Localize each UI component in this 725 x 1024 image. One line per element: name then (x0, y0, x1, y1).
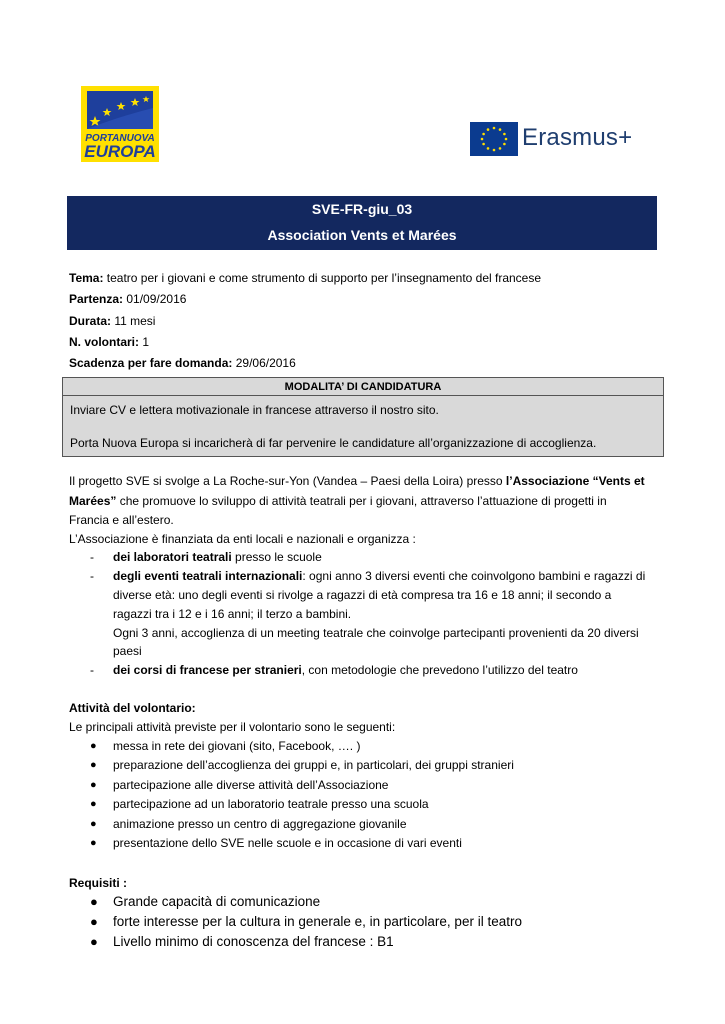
candidatura-heading: MODALITA’ DI CANDIDATURA (284, 381, 442, 393)
dash-marker: - (90, 550, 94, 564)
dash-item-continuation: Ogni 3 anni, accoglienza di un meeting teatrale che coinvolge partecipanti provenienti da 20 diversi (113, 626, 639, 640)
durata-line: Durata: 11 mesi (69, 314, 156, 328)
volontari-line: N. volontari: 1 (69, 335, 150, 349)
intro-line-2: Marées” che promuove lo sviluppo di attività teatrali per i giovani, attraverso l’attuazione di progetti in (69, 494, 607, 508)
dash-marker: - (90, 569, 94, 583)
scadenza-line: Scadenza per fare domanda: 29/06/2016 (69, 356, 296, 370)
attivita-item: partecipazione ad un laboratorio teatrale presso una scuola (113, 797, 429, 811)
requisiti-item: forte interesse per la cultura in generale e, in particolare, per il teatro (113, 914, 522, 929)
intro-line-4: L’Associazione è finanziata da enti locali e nazionali e organizza : (69, 532, 416, 546)
candidatura-paragraph-2: Porta Nuova Europa si incaricherà di far pervenire le candidature all’organizzazione di accoglienza. (70, 436, 597, 450)
bullet-icon: ● (90, 740, 97, 752)
dash-item-continuation: paesi (113, 644, 142, 658)
attivita-item: preparazione dell’accoglienza dei gruppi e, in particolari, dei gruppi stranieri (113, 758, 514, 772)
bullet-icon: ● (90, 934, 98, 949)
attivita-item: partecipazione alle diverse attività dell’Associazione (113, 778, 389, 792)
bullet-icon: ● (90, 798, 97, 810)
candidatura-paragraph-1: Inviare CV e lettera motivazionale in francese attraverso il nostro sito. (70, 403, 439, 417)
partenza-line: Partenza: 01/09/2016 (69, 292, 187, 306)
portanuova-europa-logo (81, 86, 159, 162)
bullet-icon: ● (90, 779, 97, 791)
title-banner (67, 196, 657, 250)
requisiti-item: Grande capacità di comunicazione (113, 894, 321, 909)
candidatura-box (62, 377, 664, 457)
bullet-icon: ● (90, 914, 98, 929)
intro-line-1: Il progetto SVE si svolge a La Roche-sur-Yon (Vandea – Paesi della Loira) presso l’Associazione “Vents et (69, 474, 645, 488)
attivita-item: messa in rete dei giovani (sito, Facebook, …. ) (113, 739, 361, 753)
dash-marker: - (90, 663, 94, 677)
bullet-icon: ● (90, 818, 97, 830)
dash-item-continuation: diverse età: uno degli eventi si rivolge a ragazzi di età compresa tra 16 e 18 anni; il secondo a (113, 588, 612, 602)
dash-item: degli eventi teatrali internazionali: ogni anno 3 diversi eventi che coinvolgono bambini e ragazzi di (113, 569, 646, 583)
logo-line-1: PORTANUOVA (85, 133, 155, 144)
attivita-intro: Le principali attività previste per il volontario sono le seguenti: (69, 720, 396, 734)
erasmus-plus-logo (470, 120, 640, 158)
project-code: SVE-FR-giu_03 (311, 201, 413, 217)
bullet-icon: ● (90, 894, 98, 909)
erasmus-wordmark: Erasmus+ (522, 124, 633, 151)
tema-line: Tema: teatro per i giovani e come strumento di supporto per l’insegnamento del francese (69, 271, 542, 285)
attivita-heading: Attività del volontario: (69, 701, 196, 715)
intro-line-3: Francia e all’estero. (69, 513, 174, 527)
organization-title: Association Vents et Marées (267, 227, 457, 243)
dash-item-continuation: ragazzi tra i 12 e i 16 anni; il terzo a bambini. (113, 607, 352, 621)
logo-line-2: EUROPA (84, 142, 156, 161)
dash-item: dei laboratori teatrali presso le scuole (113, 550, 322, 564)
dash-item: dei corsi di francese per stranieri, con metodologie che prevedono l’utilizzo del teatro (113, 663, 578, 677)
attivita-item: presentazione dello SVE nelle scuole e in occasione di vari eventi (113, 836, 462, 850)
requisiti-item: Livello minimo di conoscenza del francese : B1 (113, 934, 394, 949)
attivita-item: animazione presso un centro di aggregazione giovanile (113, 817, 407, 831)
requisiti-heading: Requisiti : (69, 876, 128, 890)
bullet-icon: ● (90, 759, 97, 771)
bullet-icon: ● (90, 837, 97, 849)
